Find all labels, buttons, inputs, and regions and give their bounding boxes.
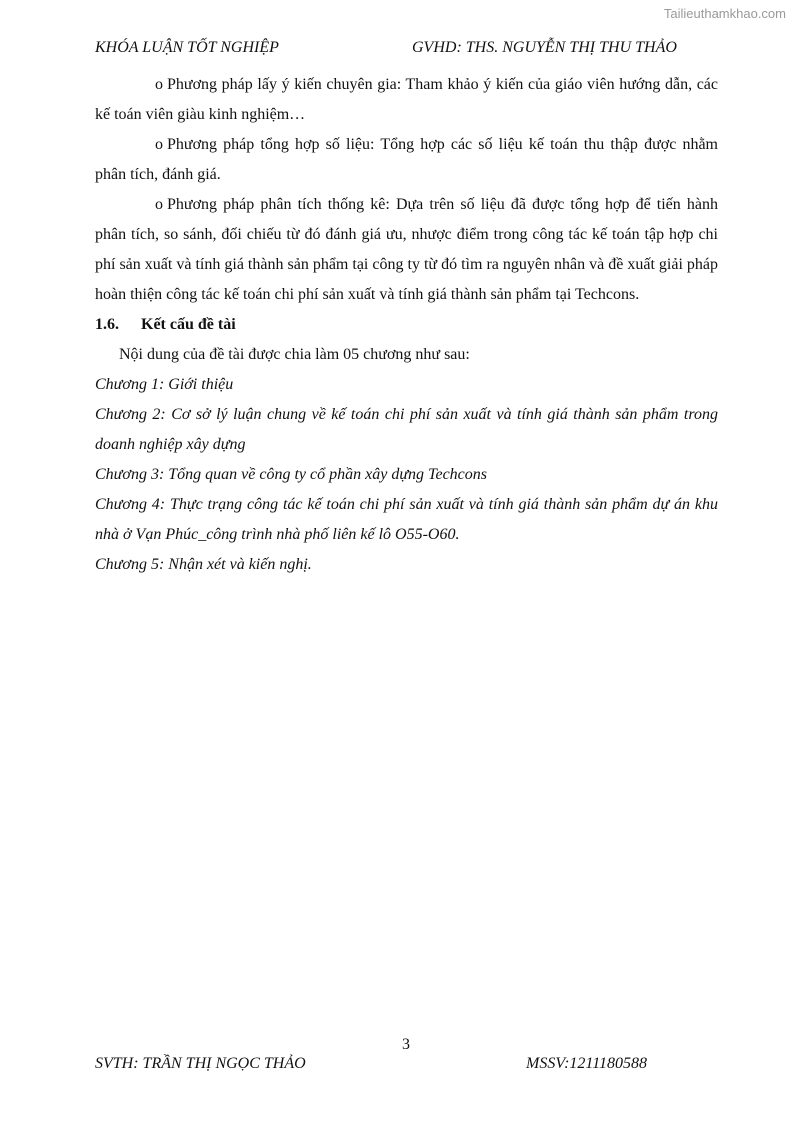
- chapter-item: Chương 3: Tổng quan về công ty cổ phần xây dựng Techcons: [95, 466, 488, 483]
- bullet-text: Phương pháp tổng hợp số liệu: Tổng hợp các số liệu kế toán thu thập được nhằm phân tích, đánh giá.: [95, 136, 718, 183]
- bullet-marker: o: [155, 76, 163, 93]
- section-title: Kết cấu đề tài: [141, 316, 236, 333]
- section-heading: [95, 310, 718, 340]
- header-thesis-title: KHÓA LUẬN TỐT NGHIỆP: [95, 39, 279, 56]
- bullet-text: Phương pháp phân tích thống kê: Dựa trên số liệu đã được tổng hợp để tiến hành phân tích, so sánh, đối chiếu từ đó đánh giá ưu, nhược điểm trong công tác kế toán tập hợp chi phí sản xuất và tính giá thành sản phẩm tại công ty từ đó tìm ra nguyên nhân và đề xuất giải pháp hoàn thiện công tác kế toán chi phí sản xuất và tính giá thành sản phẩm tại Techcons.: [95, 196, 718, 303]
- section-number: 1.6.: [95, 316, 119, 333]
- page-number: 3: [402, 1036, 410, 1053]
- chapter-item: Chương 5: Nhận xét và kiến nghị.: [95, 556, 312, 573]
- footer-student: SVTH: TRẦN THỊ NGỌC THẢO: [95, 1055, 306, 1072]
- bullet-marker: o: [155, 136, 163, 153]
- list-item: [95, 70, 718, 130]
- section-intro: Nội dung của đề tài được chia làm 05 chương như sau:: [119, 346, 470, 363]
- footer-student-id: MSSV:1211180588: [526, 1055, 648, 1072]
- list-item: [95, 190, 718, 310]
- bullet-text: Phương pháp lấy ý kiến chuyên gia: Tham khảo ý kiến của giáo viên hướng dẫn, các kế toán viên giàu kinh nghiệm…: [95, 76, 718, 123]
- bullet-marker: o: [155, 196, 163, 213]
- chapter-item: Chương 1: Giới thiệu: [95, 376, 234, 393]
- chapter-item: Chương 2: Cơ sở lý luận chung về kế toán chi phí sản xuất và tính giá thành sản phẩm trong doanh nghiệp xây dựng: [95, 406, 718, 453]
- page-body: [95, 70, 718, 580]
- chapter-item: Chương 4: Thực trạng công tác kế toán chi phí sản xuất và tính giá thành sản phẩm dự án khu nhà ở Vạn Phúc_công trình nhà phố liên kế lô O55-O60.: [95, 496, 718, 543]
- watermark: Tailieuthamkhao.com: [663, 6, 786, 21]
- list-item: [95, 130, 718, 190]
- header-advisor: GVHD: THS. NGUYỄN THỊ THU THẢO: [412, 39, 677, 56]
